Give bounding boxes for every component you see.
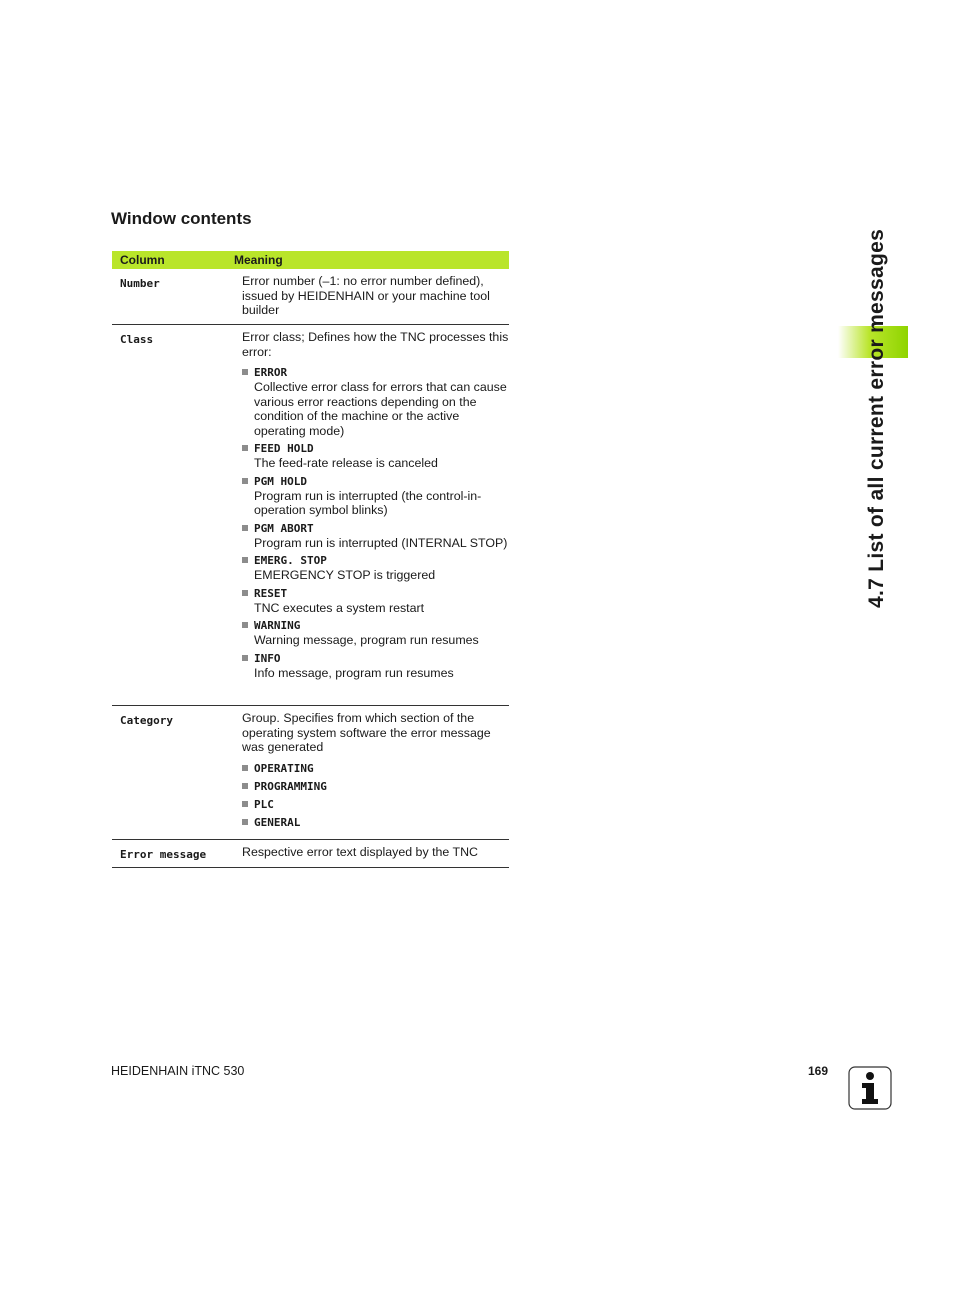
item-description: Info message, program run resumes [254,665,454,680]
square-bullet-icon [242,655,248,661]
row-description: Error number (–1: no error number defined), issued by HEIDENHAIN or your machine tool builder [242,274,490,317]
window-contents-table [112,251,509,868]
header-meaning: Meaning [234,253,283,267]
row-meaning [242,269,509,324]
item-description: Warning message, program run resumes [254,633,479,647]
item-code: PGM HOLD [254,474,307,488]
chapter-title: 4.7 List of all current error messages [865,228,888,608]
square-bullet-icon [242,801,248,807]
item-code: EMERG. STOP [254,554,327,567]
table-row [112,269,509,325]
item-code: INFO [254,651,281,665]
item-description: TNC executes a system restart [254,600,425,615]
list-item [242,797,509,812]
square-bullet-icon [242,765,248,771]
row-column-name: Category [120,714,173,727]
page-number: 169 [808,1064,829,1078]
table-row [112,706,509,840]
list-item [242,779,509,794]
table-row [112,325,509,706]
square-bullet-icon [242,819,248,825]
row-meaning [242,325,509,705]
item-code: ERROR [254,366,288,379]
bullet-list [242,365,509,680]
square-bullet-icon [242,478,248,484]
row-description: Group. Specifies from which section of the operating system software the error message was generated [242,711,491,754]
list-item [242,553,509,583]
item-code: PROGRAMMING [254,779,327,793]
list-item [242,474,509,518]
table-row [112,840,509,868]
row-description: Error class; Defines how the TNC processes this error: [242,330,509,359]
item-code: WARNING [254,619,301,632]
item-description: Program run is interrupted (the control-in-operation symbol blinks) [254,488,482,517]
list-item [242,761,509,776]
square-bullet-icon [242,590,248,596]
header-column: Column [120,253,165,267]
table-body [112,269,509,868]
item-code: RESET [254,586,288,600]
footer-product: HEIDENHAIN iTNC 530 [111,1064,245,1078]
row-description: Respective error text displayed by the TNC [242,845,478,859]
list-item [242,815,509,830]
item-description: Program run is interrupted (INTERNAL STOP) [254,535,508,550]
square-bullet-icon [242,622,248,628]
item-description: The feed-rate release is canceled [254,456,438,470]
list-item [242,618,509,648]
list-item [242,586,509,616]
row-column-name: Number [120,277,160,290]
list-item [242,441,509,471]
item-code: PGM ABORT [254,521,314,535]
item-code: FEED HOLD [254,442,314,455]
square-bullet-icon [242,445,248,451]
section-title: Window contents [111,209,252,228]
list-item [242,365,509,438]
bullet-list [242,761,509,830]
square-bullet-icon [242,783,248,789]
row-meaning [242,840,509,867]
info-icon [848,1066,892,1110]
item-description: Collective error class for errors that can cause various error reactions depending on the condition of the machine or the active operating mode) [254,380,507,438]
item-code: GENERAL [254,815,301,829]
row-meaning [242,706,509,839]
list-item [242,521,509,551]
row-column-name: Error message [120,848,207,861]
square-bullet-icon [242,369,248,375]
item-code: OPERATING [254,761,314,775]
item-code: PLC [254,797,274,811]
table-header [112,251,509,269]
item-description: EMERGENCY STOP is triggered [254,568,436,582]
list-item [242,651,509,681]
row-column-name: Class [120,333,154,346]
square-bullet-icon [242,557,248,563]
square-bullet-icon [242,525,248,531]
